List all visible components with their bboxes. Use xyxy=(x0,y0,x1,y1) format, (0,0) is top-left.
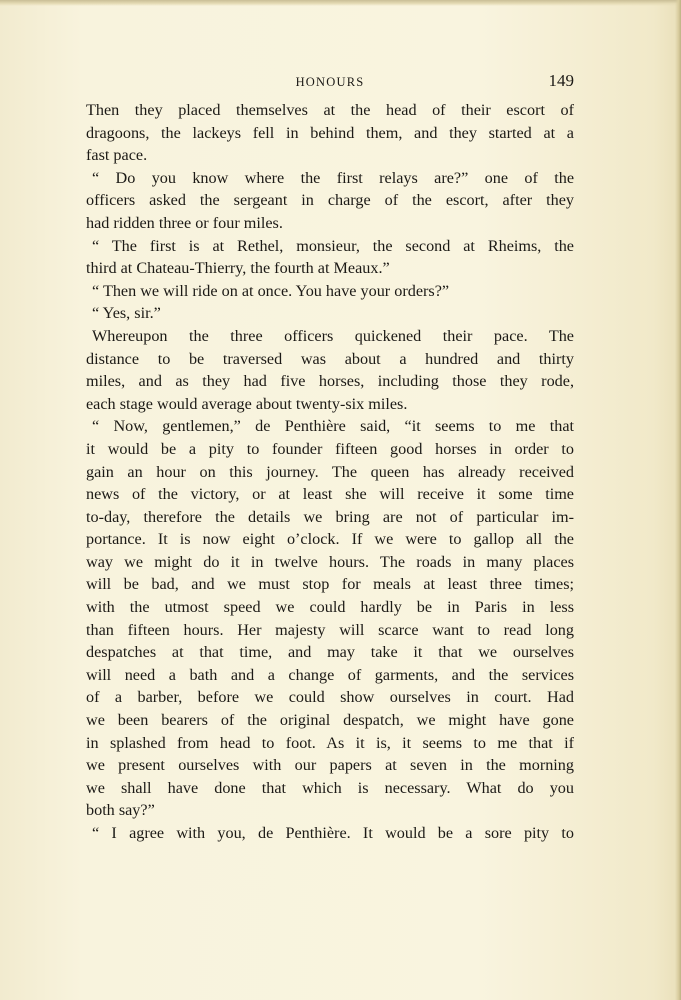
text-line: “ Yes, sir.” xyxy=(92,304,161,323)
text-line: will be bad, and we must stop for meals at least three times; xyxy=(86,575,574,594)
text-line: than fifteen hours. Her majesty will scarce want to read long xyxy=(86,620,574,639)
page-top-edge xyxy=(0,0,681,6)
text-line: we been bearers of the original despatch, we might have gone xyxy=(86,711,574,730)
page-number: 149 xyxy=(548,71,574,90)
text-line: despatches at that time, and may take it that we ourselves xyxy=(86,643,574,662)
text-line: portance. It is now eight o’clock. If we were to gallop all the xyxy=(86,530,574,549)
text-line: in splashed from head to foot. As it is, it seems to me that if xyxy=(86,733,574,752)
text-line: with the utmost speed we could hardly be in Paris in less xyxy=(86,598,574,617)
text-line: third at Chateau-Thierry, the fourth at Meaux.” xyxy=(86,259,390,278)
text-line: Whereupon the three officers quickened their pace. The xyxy=(92,326,574,345)
text-line: we present ourselves with our papers at seven in the morning xyxy=(86,756,574,775)
text-line: each stage would average about twenty-six miles. xyxy=(86,394,408,413)
text-line: it would be a pity to founder fifteen good horses in order to xyxy=(86,439,574,458)
text-line: both say?” xyxy=(86,801,155,820)
text-line: Then they placed themselves at the head of their escort of xyxy=(86,101,574,119)
text-line: way we might do it in twelve hours. The roads in many places xyxy=(86,552,574,571)
text-line: fast pace. xyxy=(86,146,148,165)
page-header xyxy=(86,72,574,94)
text-line: “ The first is at Rethel, monsieur, the second at Rheims, the xyxy=(92,236,574,255)
text-line: had ridden three or four miles. xyxy=(86,213,283,232)
text-line: distance to be traversed was about a hundred and thirty xyxy=(86,349,574,368)
text-line: gain an hour on this journey. The queen has already received xyxy=(86,462,574,481)
text-line: “ Then we will ride on at once. You have your orders?” xyxy=(92,281,450,300)
text-line: “ Do you know where the first relays are?” one of the xyxy=(92,168,574,187)
text-line: “ I agree with you, de Penthière. It would be a sore pity to xyxy=(92,824,574,842)
text-line: to-day, therefore the details we bring are not of particular im- xyxy=(86,507,574,526)
body-text xyxy=(86,99,574,845)
text-line: “ Now, gentlemen,” de Penthière said, “it seems to me that xyxy=(92,417,574,436)
text-line: of a barber, before we could show ourselves in court. Had xyxy=(86,688,574,707)
text-line: miles, and as they had five horses, including those they rode, xyxy=(86,372,574,391)
text-line: officers asked the sergeant in charge of the escort, after they xyxy=(86,191,574,210)
text-line: will need a bath and a change of garments, and the services xyxy=(86,665,574,684)
text-line: dragoons, the lackeys fell in behind them, and they started at a xyxy=(86,123,574,142)
text-line: we shall have done that which is necessary. What do you xyxy=(86,778,574,797)
running-head: HONOURS xyxy=(295,75,365,89)
page-right-edge xyxy=(675,0,681,1000)
text-line: news of the victory, or at least she will receive it some time xyxy=(86,485,574,504)
